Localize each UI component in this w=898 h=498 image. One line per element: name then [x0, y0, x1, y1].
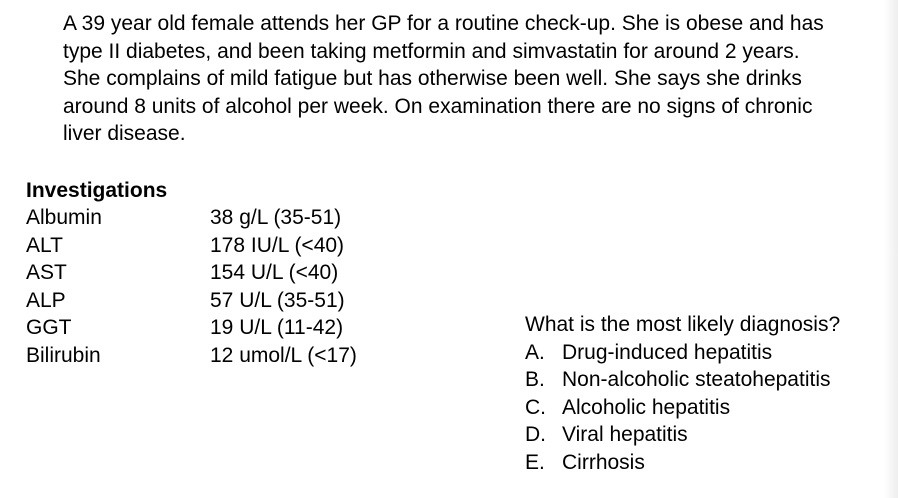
investigation-value: 12 umol/L (<17)	[210, 343, 357, 367]
investigation-name: Bilirubin	[26, 343, 101, 367]
investigations-heading: Investigations	[26, 179, 168, 202]
answer-option-b[interactable]	[525, 366, 840, 394]
option-text: Viral hepatitis	[562, 423, 688, 446]
answer-option-e[interactable]	[525, 449, 840, 477]
investigation-name: Albumin	[26, 206, 102, 229]
option-letter: A.	[525, 340, 545, 364]
investigation-value: 178 IU/L (<40)	[210, 233, 345, 257]
investigation-value: 154 U/L (<40)	[210, 261, 339, 284]
case-description	[63, 10, 893, 148]
option-letter: E.	[525, 450, 545, 474]
investigation-row-bilirubin	[26, 342, 357, 370]
answer-option-d[interactable]	[525, 421, 840, 449]
option-text: Alcoholic hepatitis	[562, 395, 731, 419]
option-text: Cirrhosis	[562, 450, 645, 474]
investigation-name: AST	[26, 261, 67, 284]
investigation-row-albumin	[26, 204, 357, 232]
investigation-name: GGT	[26, 316, 72, 339]
investigation-name: ALP	[26, 288, 66, 312]
option-text: Non-alcoholic steatohepatitis	[562, 368, 831, 391]
investigation-row-ast	[26, 259, 357, 287]
option-letter: B.	[525, 368, 545, 391]
investigation-value: 38 g/L (35-51)	[210, 206, 342, 229]
case-line: type II diabetes, and been taking metformin and simvastatin for around 2 years.	[63, 39, 800, 63]
question-block	[525, 311, 840, 476]
case-line: liver disease.	[63, 122, 186, 145]
answer-option-c[interactable]	[525, 394, 840, 422]
investigation-value: 19 U/L (11-42)	[210, 316, 344, 339]
investigation-value: 57 U/L (35-51)	[210, 288, 345, 312]
case-line: She complains of mild fatigue but has otherwise been well. She says she drinks	[63, 67, 802, 90]
case-line: A 39 year old female attends her GP for a routine check-up. She is obese and has	[63, 12, 824, 35]
answer-option-a[interactable]	[525, 339, 840, 367]
option-letter: D.	[525, 423, 546, 446]
investigation-name: ALT	[26, 233, 63, 257]
case-line: around 8 units of alcohol per week. On examination there are no signs of chronic	[63, 94, 813, 118]
investigation-row-alt	[26, 232, 357, 260]
investigations-table	[26, 204, 357, 369]
option-text: Drug-induced hepatitis	[562, 340, 773, 364]
option-letter: C.	[525, 395, 546, 419]
investigation-row-ggt	[26, 314, 357, 342]
investigation-row-alp	[26, 287, 357, 315]
question-prompt: What is the most likely diagnosis?	[525, 313, 841, 336]
